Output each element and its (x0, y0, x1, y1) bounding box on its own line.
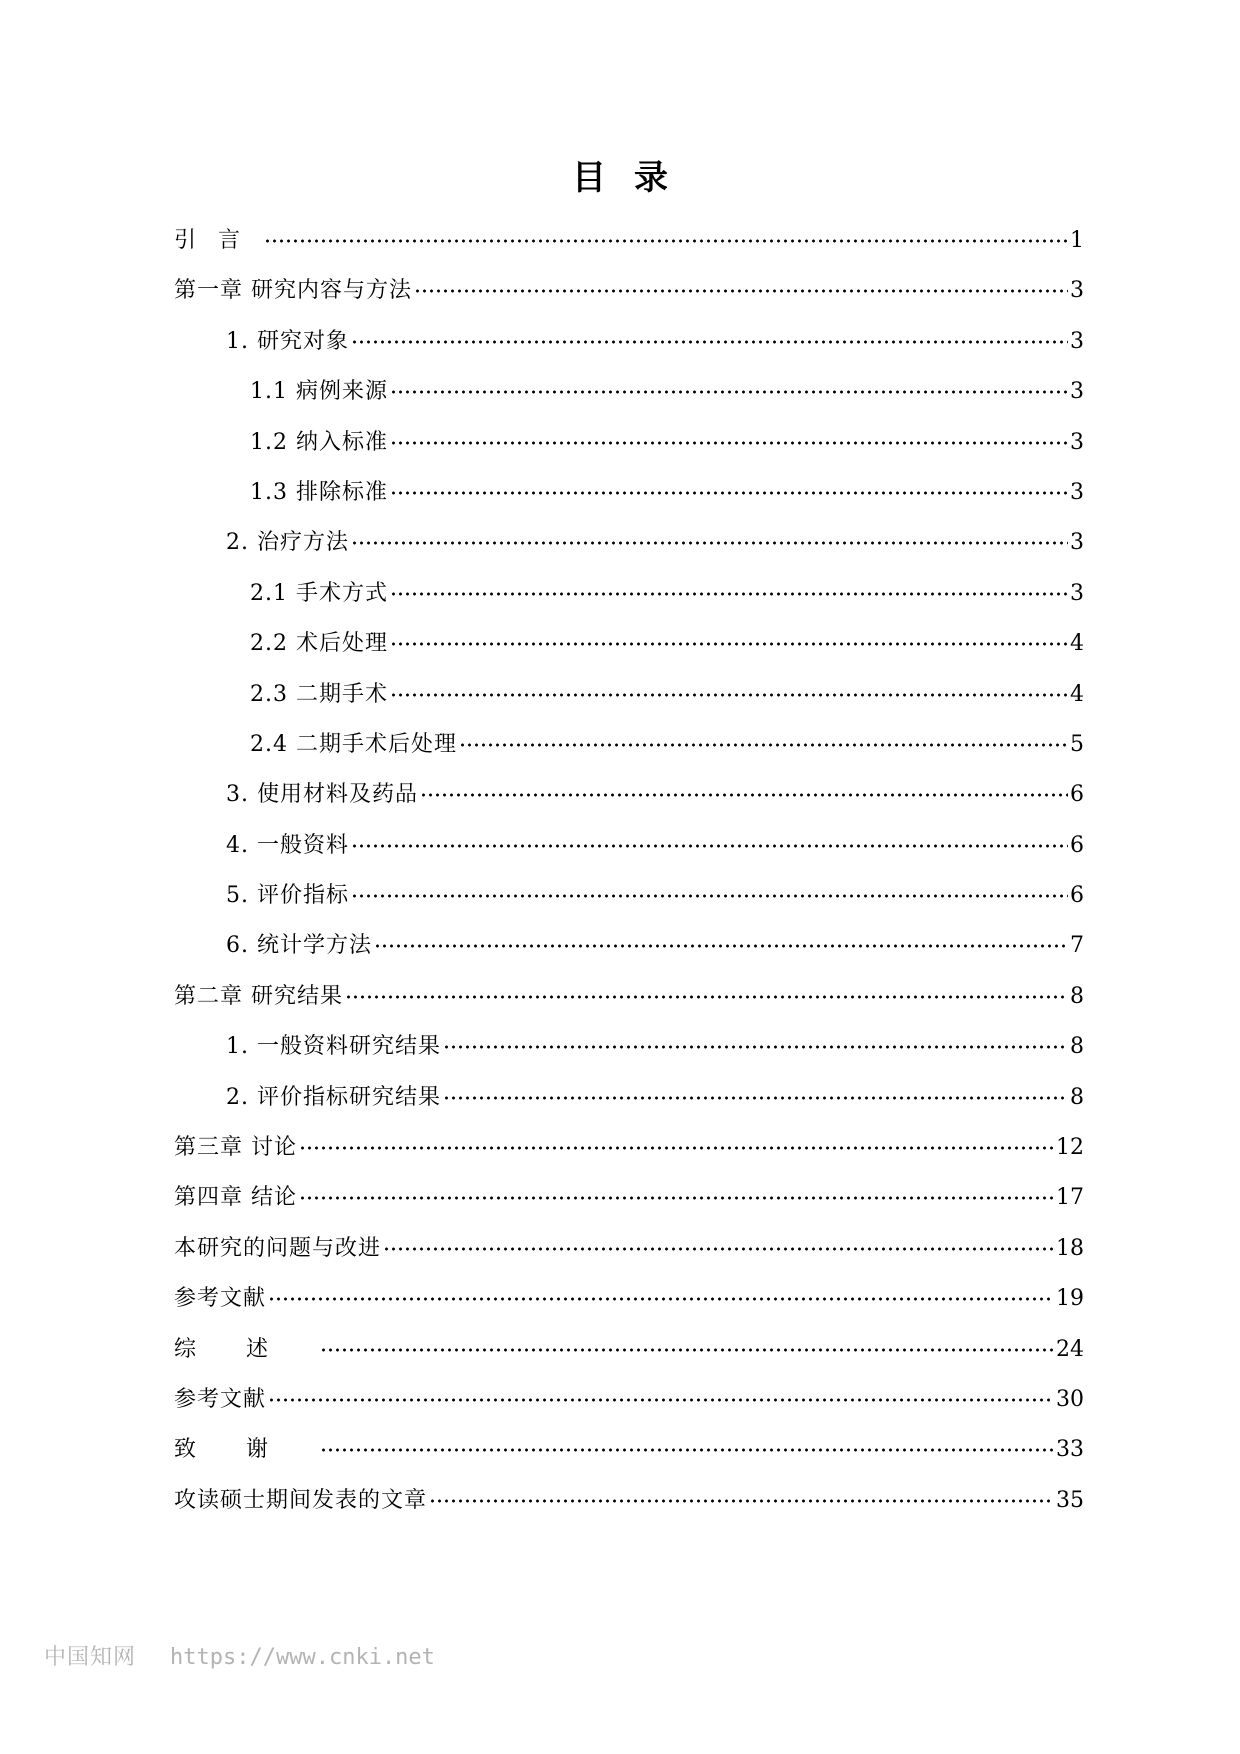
toc-entry-page-number: 18 (1056, 1235, 1084, 1261)
toc-entry[interactable] (174, 428, 1084, 478)
toc-entry[interactable] (174, 982, 1084, 1032)
toc-dot-leader (268, 1398, 1054, 1402)
toc-entry[interactable] (174, 1486, 1084, 1536)
toc-entry-page-number: 6 (1070, 883, 1084, 909)
toc-entry-page-number: 3 (1070, 479, 1084, 505)
toc-entry[interactable] (174, 528, 1084, 578)
toc-dot-leader (390, 390, 1068, 394)
toc-entry-label: 2.4 二期手术后处理 (250, 731, 457, 757)
toc-dot-leader (420, 793, 1068, 797)
toc-dot-leader (443, 1096, 1068, 1100)
toc-dot-leader (299, 1146, 1054, 1150)
toc-entry[interactable] (174, 276, 1084, 326)
toc-entry-label: 2. 治疗方法 (226, 530, 349, 556)
toc-entry-page-number: 1 (1070, 228, 1084, 253)
toc-dot-leader (320, 1348, 1054, 1352)
toc-entry-label: 第一章 研究内容与方法 (174, 278, 412, 304)
toc-entry[interactable] (174, 780, 1084, 830)
page-title: 目录 (572, 158, 696, 198)
toc-entry-label: 致谢 (174, 1437, 319, 1463)
toc-entry[interactable] (174, 629, 1084, 679)
toc-entry-label: 1. 一般资料研究结果 (226, 1034, 441, 1060)
toc-entry-page-number: 30 (1056, 1386, 1084, 1412)
toc-entry-page-number: 4 (1070, 631, 1084, 657)
toc-entry-page-number: 6 (1070, 782, 1084, 808)
toc-entry-page-number: 8 (1070, 1034, 1084, 1060)
toc-entry[interactable] (174, 831, 1084, 881)
toc-entry-label: 第三章 讨论 (174, 1135, 297, 1161)
toc-entry[interactable] (174, 1284, 1084, 1334)
toc-entry[interactable] (174, 226, 1084, 276)
toc-entry-page-number: 4 (1070, 681, 1084, 707)
toc-dot-leader (390, 642, 1068, 646)
toc-entry-page-number: 3 (1070, 429, 1084, 455)
toc-dot-leader (320, 1448, 1054, 1452)
toc-entry-label: 2.1 手术方式 (250, 580, 388, 606)
toc-entry[interactable] (174, 730, 1084, 780)
toc-entry-page-number: 5 (1070, 731, 1084, 757)
toc-entry-label: 本研究的问题与改进 (174, 1235, 382, 1261)
toc-entry-label: 综述 (174, 1336, 319, 1362)
watermark (44, 1640, 435, 1671)
toc-dot-leader (443, 1045, 1068, 1049)
toc-dot-leader (383, 1247, 1054, 1251)
toc-entry[interactable] (174, 1183, 1084, 1233)
toc-entry-label: 1.3 排除标准 (250, 479, 388, 505)
toc-entry[interactable] (174, 327, 1084, 377)
toc-entry-page-number: 8 (1070, 983, 1084, 1009)
toc-entry[interactable] (174, 377, 1084, 427)
toc-entry-label: 引言 (174, 228, 263, 253)
toc-entry-page-number: 17 (1056, 1185, 1084, 1211)
toc-entry-label: 第二章 研究结果 (174, 983, 343, 1009)
toc-entry-page-number: 8 (1070, 1084, 1084, 1110)
toc-entry-label: 6. 统计学方法 (226, 933, 372, 959)
toc-entry[interactable] (174, 1335, 1084, 1385)
watermark-brand: 中国知网 (44, 1645, 137, 1670)
toc-entry[interactable] (174, 931, 1084, 981)
toc-entry-page-number: 33 (1056, 1437, 1084, 1463)
toc-entry-label: 1.2 纳入标准 (250, 429, 388, 455)
toc-entry-page-number: 24 (1056, 1336, 1084, 1362)
toc-entry-label: 2. 评价指标研究结果 (226, 1084, 441, 1110)
toc-dot-leader (299, 1196, 1054, 1200)
table-of-contents (174, 226, 1084, 1536)
toc-dot-leader (351, 894, 1068, 898)
toc-entry-label: 攻读硕士期间发表的文章 (174, 1487, 428, 1513)
toc-entry-page-number: 7 (1070, 933, 1084, 959)
toc-entry-page-number: 3 (1070, 379, 1084, 405)
toc-dot-leader (351, 541, 1068, 545)
toc-dot-leader (459, 743, 1068, 747)
toc-entry-page-number: 3 (1070, 278, 1084, 304)
toc-dot-leader (351, 340, 1068, 344)
toc-entry-page-number: 3 (1070, 328, 1084, 354)
toc-entry-label: 2.2 术后处理 (250, 631, 388, 657)
toc-entry[interactable] (174, 1385, 1084, 1435)
watermark-url: https://www.cnki.net (170, 1645, 435, 1670)
toc-dot-leader (390, 441, 1068, 445)
toc-entry-label: 5. 评价指标 (226, 883, 349, 909)
toc-entry[interactable] (174, 1234, 1084, 1284)
toc-entry-page-number: 19 (1056, 1286, 1084, 1312)
toc-entry-label: 1. 研究对象 (226, 328, 349, 354)
toc-dot-leader (414, 289, 1068, 293)
toc-entry-page-number: 35 (1056, 1487, 1084, 1513)
toc-entry[interactable] (174, 680, 1084, 730)
toc-entry-label: 1.1 病例来源 (250, 379, 388, 405)
toc-entry-label: 参考文献 (174, 1286, 267, 1312)
toc-entry[interactable] (174, 881, 1084, 931)
toc-entry[interactable] (174, 478, 1084, 528)
toc-dot-leader (390, 491, 1068, 495)
toc-entry[interactable] (174, 579, 1084, 629)
toc-entry-label: 参考文献 (174, 1386, 267, 1412)
toc-entry[interactable] (174, 1032, 1084, 1082)
toc-dot-leader (345, 995, 1068, 999)
toc-dot-leader (351, 844, 1068, 848)
toc-entry-label: 4. 一般资料 (226, 832, 349, 858)
toc-dot-leader (268, 1297, 1054, 1301)
toc-entry-page-number: 12 (1056, 1135, 1084, 1161)
toc-entry-page-number: 3 (1070, 580, 1084, 606)
toc-entry-label: 3. 使用材料及药品 (226, 782, 418, 808)
toc-entry-page-number: 3 (1070, 530, 1084, 556)
toc-entry[interactable] (174, 1133, 1084, 1183)
toc-entry[interactable] (174, 1083, 1084, 1133)
toc-dot-leader (390, 592, 1068, 596)
toc-dot-leader (374, 944, 1068, 948)
toc-entry-label: 第四章 结论 (174, 1185, 297, 1211)
toc-dot-leader (390, 693, 1068, 697)
toc-entry-page-number: 6 (1070, 832, 1084, 858)
toc-entry-label: 2.3 二期手术 (250, 681, 388, 707)
toc-dot-leader (264, 239, 1068, 243)
toc-entry[interactable] (174, 1435, 1084, 1485)
toc-dot-leader (429, 1499, 1054, 1503)
